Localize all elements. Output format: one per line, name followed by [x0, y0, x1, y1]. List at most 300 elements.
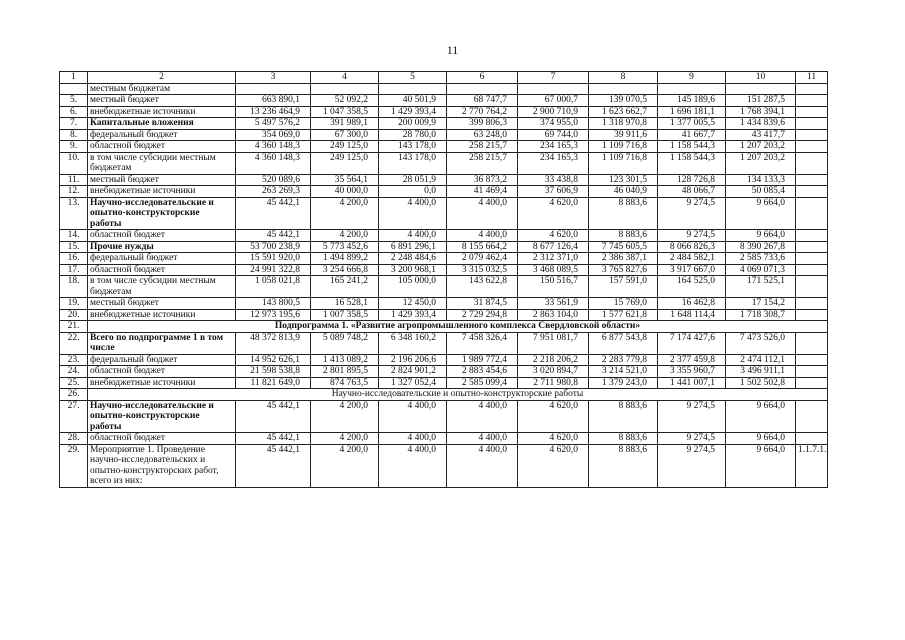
table-row	[60, 433, 828, 445]
value-cell	[311, 83, 379, 95]
table-row	[60, 118, 828, 130]
value-cell: 4 200,0	[311, 230, 379, 242]
value-cell: 45 442,1	[236, 197, 311, 230]
value-cell: 9 274,5	[658, 197, 726, 230]
value-cell: 4 400,0	[379, 197, 447, 230]
value-cell: 31 874,5	[447, 298, 518, 310]
value-cell: 4 400,0	[379, 433, 447, 445]
value-cell: 9 664,0	[726, 197, 796, 230]
value-cell: 7 174 427,6	[658, 332, 726, 354]
value-cell: 4 400,0	[447, 230, 518, 242]
value-cell: 50 085,4	[726, 186, 796, 198]
value-cell: 8 066 826,3	[658, 241, 726, 253]
value-cell: 36 873,2	[447, 174, 518, 186]
value-cell: 1 327 052,4	[379, 377, 447, 389]
code-cell	[796, 186, 828, 198]
value-cell: 2 377 459,8	[658, 354, 726, 366]
value-cell: 2 863 104,0	[518, 309, 589, 321]
value-cell: 1 623 662,7	[589, 106, 658, 118]
value-cell	[726, 83, 796, 95]
value-cell: 4 400,0	[379, 400, 447, 433]
code-cell	[796, 400, 828, 433]
value-cell: 4 620,0	[518, 444, 589, 487]
row-label: областной бюджет	[88, 366, 236, 378]
value-cell: 4 400,0	[447, 444, 518, 487]
table-row	[60, 197, 828, 230]
code-cell: 1.1.7.1.	[796, 444, 828, 487]
value-cell: 7 458 326,4	[447, 332, 518, 354]
value-cell: 2 711 980,8	[518, 377, 589, 389]
header-row	[60, 72, 828, 84]
value-cell: 143 622,8	[447, 276, 518, 298]
value-cell: 45 442,1	[236, 230, 311, 242]
value-cell: 258 215,7	[447, 141, 518, 153]
header-cell: 8	[589, 72, 658, 84]
code-cell	[796, 152, 828, 174]
table-row	[60, 377, 828, 389]
value-cell: 234 165,3	[518, 152, 589, 174]
value-cell: 8 677 126,4	[518, 241, 589, 253]
row-label: федеральный бюджет	[88, 354, 236, 366]
value-cell: 6 348 160,2	[379, 332, 447, 354]
value-cell: 48 066,7	[658, 186, 726, 198]
value-cell: 1 109 716,8	[589, 152, 658, 174]
value-cell: 1 158 544,3	[658, 141, 726, 153]
value-cell: 151 287,5	[726, 95, 796, 107]
value-cell: 4 069 071,3	[726, 264, 796, 276]
value-cell: 1 696 181,1	[658, 106, 726, 118]
value-cell: 41 469,4	[447, 186, 518, 198]
value-cell: 2 900 710,9	[518, 106, 589, 118]
header-cell: 4	[311, 72, 379, 84]
value-cell: 48 372 813,9	[236, 332, 311, 354]
row-number: 24.	[60, 366, 88, 378]
value-cell: 8 883,6	[589, 444, 658, 487]
header-cell: 7	[518, 72, 589, 84]
value-cell: 63 248,0	[447, 129, 518, 141]
value-cell: 8 155 664,2	[447, 241, 518, 253]
value-cell: 520 089,6	[236, 174, 311, 186]
row-number: 16.	[60, 253, 88, 265]
value-cell: 15 591 920,0	[236, 253, 311, 265]
code-cell	[796, 332, 828, 354]
value-cell: 9 664,0	[726, 444, 796, 487]
table-row	[60, 152, 828, 174]
value-cell: 4 400,0	[379, 230, 447, 242]
value-cell: 6 891 296,1	[379, 241, 447, 253]
value-cell: 5 089 748,2	[311, 332, 379, 354]
code-cell	[796, 106, 828, 118]
row-number: 23.	[60, 354, 88, 366]
value-cell: 4 200,0	[311, 444, 379, 487]
row-number: 5.	[60, 95, 88, 107]
value-cell: 9 274,5	[658, 400, 726, 433]
row-label: областной бюджет	[88, 433, 236, 445]
value-cell: 105 000,0	[379, 276, 447, 298]
value-cell: 143 178,0	[379, 141, 447, 153]
value-cell: 45 442,1	[236, 444, 311, 487]
value-cell: 68 747,7	[447, 95, 518, 107]
value-cell: 52 092,2	[311, 95, 379, 107]
value-cell: 157 591,0	[589, 276, 658, 298]
value-cell: 4 200,0	[311, 197, 379, 230]
value-cell: 8 883,6	[589, 230, 658, 242]
row-label: внебюджетные источники	[88, 106, 236, 118]
value-cell: 200 009,9	[379, 118, 447, 130]
value-cell: 3 496 911,1	[726, 366, 796, 378]
code-cell	[796, 298, 828, 310]
value-cell: 33 438,8	[518, 174, 589, 186]
value-cell: 165 241,2	[311, 276, 379, 298]
row-label: местным бюджетам	[88, 83, 236, 95]
row-label: Мероприятие 1. Проведение научно-исследовательских и опытно-конструкторских работ, всего из них:	[88, 444, 236, 487]
value-cell: 1 989 772,4	[447, 354, 518, 366]
row-number: 10.	[60, 152, 88, 174]
value-cell: 4 200,0	[311, 400, 379, 433]
code-cell	[796, 129, 828, 141]
code-cell	[796, 377, 828, 389]
value-cell: 45 442,1	[236, 400, 311, 433]
value-cell: 67 000,7	[518, 95, 589, 107]
value-cell: 2 585 733,6	[726, 253, 796, 265]
table-row	[60, 309, 828, 321]
header-cell: 11	[796, 72, 828, 84]
row-label: в том числе субсидии местным бюджетам	[88, 152, 236, 174]
row-label: Научно-исследовательские и опытно-конструкторские работы	[88, 400, 236, 433]
value-cell: 4 620,0	[518, 197, 589, 230]
row-number: 9.	[60, 141, 88, 153]
value-cell: 2 770 764,2	[447, 106, 518, 118]
row-number	[60, 83, 88, 95]
value-cell: 2 386 387,1	[589, 253, 658, 265]
table-row	[60, 106, 828, 118]
value-cell: 3 315 032,5	[447, 264, 518, 276]
value-cell: 128 726,8	[658, 174, 726, 186]
table-row	[60, 332, 828, 354]
value-cell: 4 400,0	[447, 400, 518, 433]
code-cell	[796, 433, 828, 445]
table-row	[60, 366, 828, 378]
value-cell: 663 890,1	[236, 95, 311, 107]
row-label: внебюджетные источники	[88, 186, 236, 198]
table-row	[60, 174, 828, 186]
row-number: 17.	[60, 264, 88, 276]
value-cell: 37 606,9	[518, 186, 589, 198]
row-label: местный бюджет	[88, 298, 236, 310]
row-label: местный бюджет	[88, 174, 236, 186]
row-label: внебюджетные источники	[88, 309, 236, 321]
row-label: Научно-исследовательские и опытно-конструкторские работы	[88, 197, 236, 230]
value-cell: 13 236 464,9	[236, 106, 311, 118]
code-cell	[796, 309, 828, 321]
row-number: 6.	[60, 106, 88, 118]
value-cell: 1 648 114,4	[658, 309, 726, 321]
table-row	[60, 400, 828, 433]
value-cell: 0,0	[379, 186, 447, 198]
table-row	[60, 298, 828, 310]
value-cell: 45 442,1	[236, 433, 311, 445]
value-cell: 874 763,5	[311, 377, 379, 389]
row-label: Прочие нужды	[88, 241, 236, 253]
value-cell: 9 664,0	[726, 230, 796, 242]
value-cell: 1 494 899,2	[311, 253, 379, 265]
row-number: 25.	[60, 377, 88, 389]
header-cell: 6	[447, 72, 518, 84]
value-cell	[447, 83, 518, 95]
header-cell: 10	[726, 72, 796, 84]
value-cell: 391 989,1	[311, 118, 379, 130]
row-number: 15.	[60, 241, 88, 253]
value-cell: 7 745 605,5	[589, 241, 658, 253]
value-cell: 2 801 895,5	[311, 366, 379, 378]
value-cell: 2 079 462,4	[447, 253, 518, 265]
row-number: 18.	[60, 276, 88, 298]
value-cell: 1 768 394,1	[726, 106, 796, 118]
value-cell: 16 462,8	[658, 298, 726, 310]
value-cell: 40 000,0	[311, 186, 379, 198]
value-cell: 171 525,1	[726, 276, 796, 298]
row-number: 21.	[60, 321, 88, 333]
value-cell: 46 040,9	[589, 186, 658, 198]
value-cell: 1 007 358,5	[311, 309, 379, 321]
value-cell: 2 729 294,8	[447, 309, 518, 321]
code-cell	[796, 95, 828, 107]
value-cell: 2 824 901,2	[379, 366, 447, 378]
value-cell: 12 973 195,6	[236, 309, 311, 321]
table-row	[60, 129, 828, 141]
table-row	[60, 83, 828, 95]
value-cell: 2 312 371,0	[518, 253, 589, 265]
row-number: 27.	[60, 400, 88, 433]
value-cell: 16 528,1	[311, 298, 379, 310]
value-cell: 1 429 393,4	[379, 309, 447, 321]
value-cell: 67 300,0	[311, 129, 379, 141]
value-cell: 249 125,0	[311, 152, 379, 174]
row-label: в том числе субсидии местным бюджетам	[88, 276, 236, 298]
row-number: 11.	[60, 174, 88, 186]
value-cell: 1 207 203,2	[726, 141, 796, 153]
value-cell: 2 218 206,2	[518, 354, 589, 366]
code-cell	[796, 141, 828, 153]
value-cell: 4 200,0	[311, 433, 379, 445]
row-label: Всего по подпрограмме 1 в том числе	[88, 332, 236, 354]
value-cell	[379, 83, 447, 95]
value-cell: 2 474 112,1	[726, 354, 796, 366]
table-row	[60, 95, 828, 107]
value-cell: 28 051,9	[379, 174, 447, 186]
value-cell: 39 911,6	[589, 129, 658, 141]
value-cell: 3 020 894,7	[518, 366, 589, 378]
value-cell: 3 214 521,0	[589, 366, 658, 378]
row-number: 13.	[60, 197, 88, 230]
value-cell: 41 667,7	[658, 129, 726, 141]
row-number: 28.	[60, 433, 88, 445]
row-number: 19.	[60, 298, 88, 310]
header-cell: 5	[379, 72, 447, 84]
value-cell: 6 877 543,8	[589, 332, 658, 354]
value-cell: 8 883,6	[589, 400, 658, 433]
value-cell: 139 070,5	[589, 95, 658, 107]
value-cell: 5 497 576,2	[236, 118, 311, 130]
row-number: 8.	[60, 129, 88, 141]
value-cell	[589, 83, 658, 95]
value-cell: 4 620,0	[518, 433, 589, 445]
value-cell: 17 154,2	[726, 298, 796, 310]
table-row	[60, 141, 828, 153]
value-cell: 234 165,3	[518, 141, 589, 153]
section-title: Научно-исследовательские и опытно-конструкторские работы	[88, 389, 828, 401]
row-number: 26.	[60, 389, 88, 401]
value-cell: 1 718 308,7	[726, 309, 796, 321]
value-cell: 3 765 827,6	[589, 264, 658, 276]
code-cell	[796, 230, 828, 242]
code-cell	[796, 241, 828, 253]
value-cell: 8 883,6	[589, 433, 658, 445]
table-row	[60, 444, 828, 487]
value-cell: 1 047 358,5	[311, 106, 379, 118]
value-cell	[658, 83, 726, 95]
table-row	[60, 389, 828, 401]
section-title: Подпрограмма 1. «Развитие агропромышленного комплекса Свердловской области»	[88, 321, 828, 333]
table-row	[60, 354, 828, 366]
value-cell: 354 069,0	[236, 129, 311, 141]
row-label: внебюджетные источники	[88, 377, 236, 389]
value-cell: 1 577 621,8	[589, 309, 658, 321]
value-cell: 1 429 393,4	[379, 106, 447, 118]
value-cell: 143 800,5	[236, 298, 311, 310]
value-cell: 35 564,1	[311, 174, 379, 186]
header-cell: 9	[658, 72, 726, 84]
value-cell: 4 360 148,3	[236, 152, 311, 174]
value-cell: 9 664,0	[726, 400, 796, 433]
value-cell: 374 955,0	[518, 118, 589, 130]
value-cell: 3 200 968,1	[379, 264, 447, 276]
code-cell	[796, 354, 828, 366]
row-label: областной бюджет	[88, 230, 236, 242]
value-cell: 4 620,0	[518, 400, 589, 433]
row-label: областной бюджет	[88, 141, 236, 153]
value-cell: 1 379 243,0	[589, 377, 658, 389]
row-label: федеральный бюджет	[88, 129, 236, 141]
value-cell: 43 417,7	[726, 129, 796, 141]
value-cell: 1 207 203,2	[726, 152, 796, 174]
value-cell: 14 952 626,1	[236, 354, 311, 366]
value-cell: 28 780,0	[379, 129, 447, 141]
code-cell	[796, 366, 828, 378]
table-row	[60, 230, 828, 242]
row-number: 29.	[60, 444, 88, 487]
value-cell: 164 525,0	[658, 276, 726, 298]
value-cell: 8 883,6	[589, 197, 658, 230]
value-cell: 3 468 089,5	[518, 264, 589, 276]
value-cell: 69 744,0	[518, 129, 589, 141]
value-cell	[236, 83, 311, 95]
value-cell: 1 434 839,6	[726, 118, 796, 130]
value-cell: 2 883 454,6	[447, 366, 518, 378]
row-number: 20.	[60, 309, 88, 321]
table-row	[60, 241, 828, 253]
value-cell: 3 917 667,0	[658, 264, 726, 276]
value-cell: 1 058 021,8	[236, 276, 311, 298]
value-cell: 3 254 666,8	[311, 264, 379, 276]
value-cell: 2 484 582,1	[658, 253, 726, 265]
row-number: 12.	[60, 186, 88, 198]
value-cell: 9 274,5	[658, 444, 726, 487]
code-cell	[796, 118, 828, 130]
header-cell: 1	[60, 72, 88, 84]
row-number: 7.	[60, 118, 88, 130]
value-cell: 4 620,0	[518, 230, 589, 242]
table-row	[60, 264, 828, 276]
code-cell	[796, 253, 828, 265]
value-cell: 4 400,0	[379, 444, 447, 487]
value-cell: 40 501,9	[379, 95, 447, 107]
value-cell: 399 806,3	[447, 118, 518, 130]
value-cell: 4 360 148,3	[236, 141, 311, 153]
value-cell: 12 450,0	[379, 298, 447, 310]
value-cell: 2 248 484,6	[379, 253, 447, 265]
value-cell: 258 215,7	[447, 152, 518, 174]
code-cell	[796, 276, 828, 298]
row-label: областной бюджет	[88, 264, 236, 276]
table-row	[60, 186, 828, 198]
row-label: Капитальные вложения	[88, 118, 236, 130]
value-cell: 15 769,0	[589, 298, 658, 310]
value-cell: 5 773 452,6	[311, 241, 379, 253]
page-number: 11	[446, 43, 459, 57]
value-cell: 2 283 779,8	[589, 354, 658, 366]
value-cell: 134 133,3	[726, 174, 796, 186]
value-cell: 1 502 502,8	[726, 377, 796, 389]
table-row	[60, 321, 828, 333]
budget-table	[59, 71, 828, 488]
value-cell: 21 598 538,8	[236, 366, 311, 378]
value-cell: 1 318 970,8	[589, 118, 658, 130]
value-cell: 9 274,5	[658, 433, 726, 445]
value-cell: 145 189,6	[658, 95, 726, 107]
row-label: федеральный бюджет	[88, 253, 236, 265]
table-row	[60, 253, 828, 265]
value-cell: 249 125,0	[311, 141, 379, 153]
value-cell: 150 516,7	[518, 276, 589, 298]
value-cell: 4 400,0	[447, 197, 518, 230]
row-number: 14.	[60, 230, 88, 242]
code-cell	[796, 197, 828, 230]
table-row	[60, 276, 828, 298]
table-body	[60, 72, 828, 488]
value-cell: 123 301,5	[589, 174, 658, 186]
value-cell: 1 377 005,5	[658, 118, 726, 130]
value-cell: 2 585 099,4	[447, 377, 518, 389]
value-cell: 9 274,5	[658, 230, 726, 242]
row-label: местный бюджет	[88, 95, 236, 107]
value-cell: 7 951 081,7	[518, 332, 589, 354]
value-cell	[518, 83, 589, 95]
code-cell	[796, 174, 828, 186]
value-cell: 9 664,0	[726, 433, 796, 445]
value-cell: 143 178,0	[379, 152, 447, 174]
value-cell: 4 400,0	[447, 433, 518, 445]
row-number: 22.	[60, 332, 88, 354]
value-cell: 3 355 960,7	[658, 366, 726, 378]
value-cell: 33 561,9	[518, 298, 589, 310]
value-cell: 53 700 238,9	[236, 241, 311, 253]
value-cell: 2 196 206,6	[379, 354, 447, 366]
value-cell: 8 390 267,8	[726, 241, 796, 253]
value-cell: 1 158 544,3	[658, 152, 726, 174]
header-cell: 2	[88, 72, 236, 84]
value-cell: 1 441 007,1	[658, 377, 726, 389]
